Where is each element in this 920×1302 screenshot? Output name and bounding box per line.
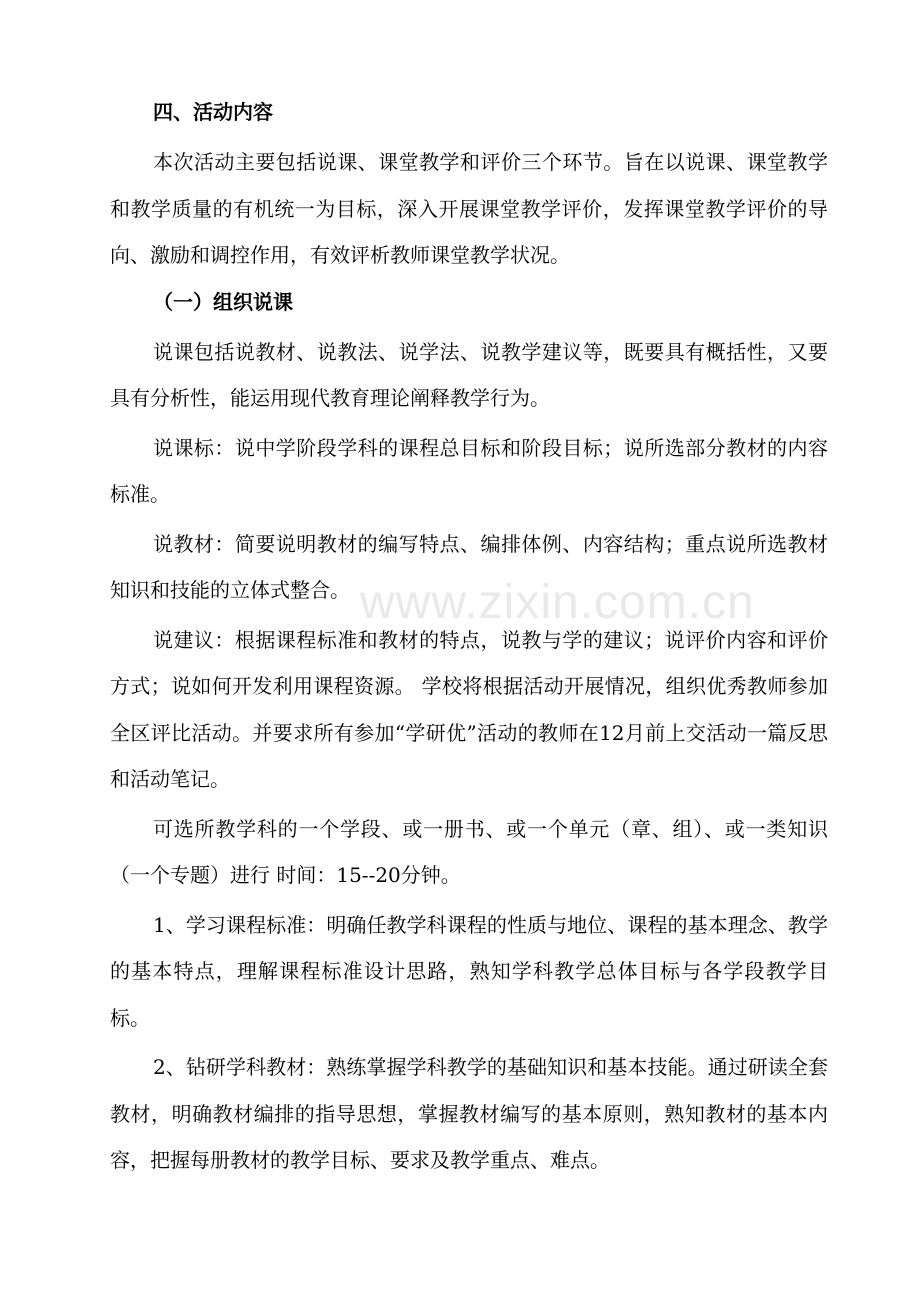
paragraph-curriculum-standard: 说课标：说中学阶段学科的课程总目标和阶段目标；说所选部分教材的内容标准。 — [110, 435, 828, 506]
paragraph-study-standards: 1、学习课程标准：明确任教学科课程的性质与地位、课程的基本理念、教学的基本特点，理解课程标准设计思路，熟知学科教学总体目标与各学段教学目标。 — [110, 912, 828, 1030]
section-heading: 四、活动内容 — [153, 100, 273, 124]
paragraph-overview: 说课包括说教材、说教法、说学法、说教学建议等，既要具有概括性，又要具有分析性，能运用现代教育理论阐释教学行为。 — [110, 339, 828, 410]
intro-paragraph: 本次活动主要包括说课、课堂教学和评价三个环节。旨在以说课、课堂教学和教学质量的有机统一为目标，深入开展课堂教学评价，发挥课堂教学评价的导向、激励和调控作用，有效评析教师课堂教学状况。 — [110, 150, 828, 267]
paragraph-suggestions: 说建议：根据课程标准和教材的特点，说教与学的建议；说评价内容和评价方式；说如何开发利用课程资源。 学校将根据活动开展情况，组织优秀教师参加全区评比活动。并要求所有参加“学研优”活动的教师在12月前上交活动一篇反思和活动笔记。 — [110, 627, 828, 791]
paragraph-textbook: 说教材：简要说明教材的编写特点、编排体例、内容结构；重点说所选教材知识和技能的立体式整合。 — [110, 531, 828, 602]
subsection-heading: （一）组织说课 — [153, 289, 293, 314]
paragraph-scope-time: 可选所教学科的一个学段、或一册书、或一个单元（章、组）、或一类知识（一个专题）进行 时间：15--20分钟。 — [110, 816, 828, 887]
paragraph-study-textbooks: 2、钻研学科教材：熟练掌握学科教学的基础知识和基本技能。通过研读全套教材，明确教材编排的指导思想，掌握教材编写的基本原则，熟知教材的基本内容，把握每册教材的教学目标、要求及教学重点、难点。 — [110, 1055, 828, 1172]
document-body — [110, 92, 828, 1187]
watermark: www.zixin.com.cn — [360, 576, 755, 629]
